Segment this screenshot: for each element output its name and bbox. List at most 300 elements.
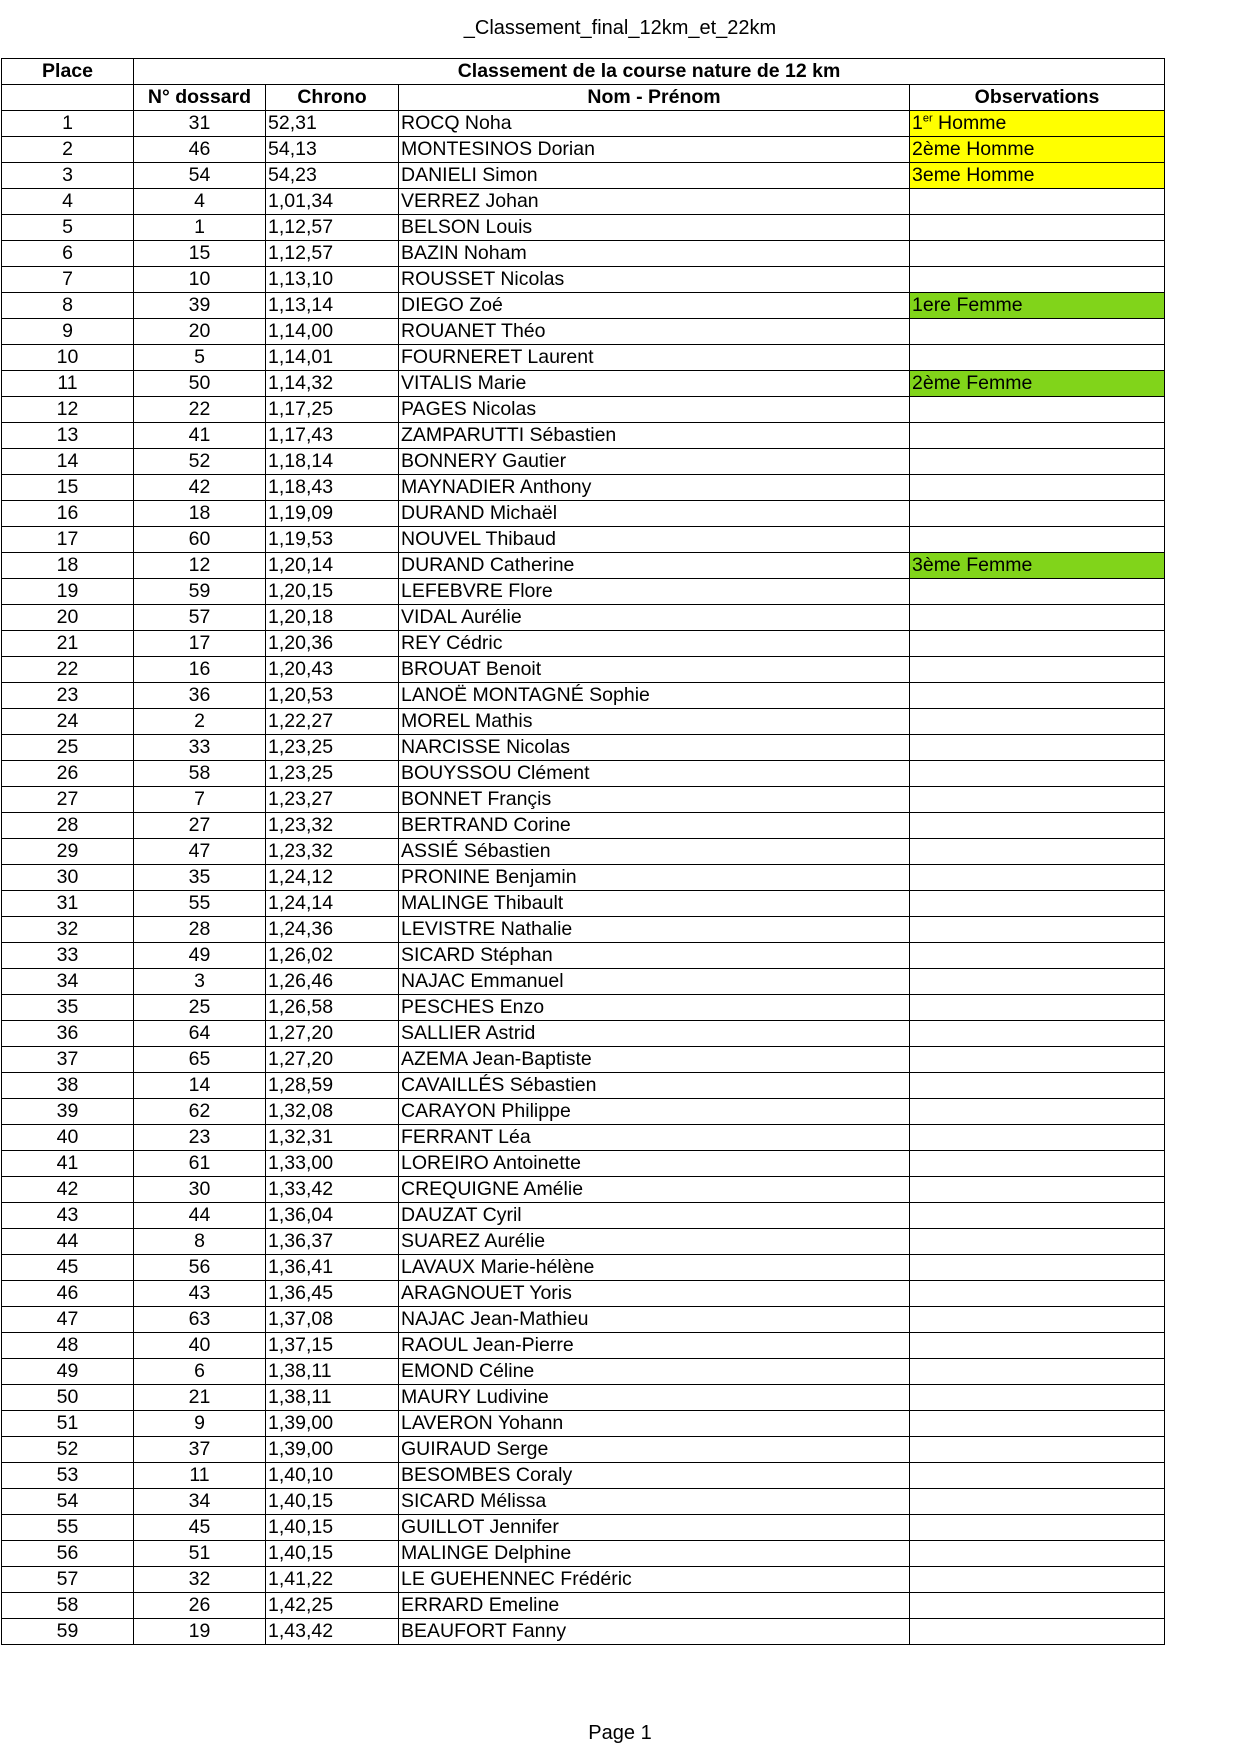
- observation-cell: [910, 1177, 1165, 1203]
- place-cell: 9: [2, 319, 134, 345]
- observation-cell: [910, 1151, 1165, 1177]
- observation-cell: [910, 319, 1165, 345]
- place-cell: 5: [2, 215, 134, 241]
- table-row: [2, 839, 1165, 865]
- table-row: [2, 1229, 1165, 1255]
- chrono-cell: 1,33,42: [266, 1177, 399, 1203]
- place-cell: 13: [2, 423, 134, 449]
- table-row: [2, 1567, 1165, 1593]
- name-cell: MAURY Ludivine: [399, 1385, 910, 1411]
- bib-cell: 25: [134, 995, 266, 1021]
- name-cell: EMOND Céline: [399, 1359, 910, 1385]
- table-row: [2, 1073, 1165, 1099]
- chrono-cell: 1,23,27: [266, 787, 399, 813]
- table-row: [2, 1047, 1165, 1073]
- place-cell: 32: [2, 917, 134, 943]
- bib-cell: 61: [134, 1151, 266, 1177]
- place-cell: 49: [2, 1359, 134, 1385]
- name-cell: BROUAT Benoit: [399, 657, 910, 683]
- table-row: [2, 1593, 1165, 1619]
- observation-cell: [910, 787, 1165, 813]
- chrono-cell: 1,28,59: [266, 1073, 399, 1099]
- observation-cell: 2ème Homme: [910, 137, 1165, 163]
- chrono-cell: 1,14,32: [266, 371, 399, 397]
- bib-cell: 2: [134, 709, 266, 735]
- observation-cell: [910, 1385, 1165, 1411]
- place-cell: 57: [2, 1567, 134, 1593]
- header-race-title: Classement de la course nature de 12 km: [134, 59, 1165, 85]
- page-number: Page 1: [588, 1722, 652, 1744]
- bib-cell: 30: [134, 1177, 266, 1203]
- chrono-cell: 1,40,10: [266, 1463, 399, 1489]
- table-row: [2, 293, 1165, 319]
- header-place: Place: [2, 59, 134, 85]
- name-cell: BONNET Françis: [399, 787, 910, 813]
- table-row: [2, 1619, 1165, 1645]
- place-cell: 23: [2, 683, 134, 709]
- chrono-cell: 1,12,57: [266, 241, 399, 267]
- place-cell: 4: [2, 189, 134, 215]
- table-row: [2, 345, 1165, 371]
- observation-cell: [910, 241, 1165, 267]
- table-row: [2, 1489, 1165, 1515]
- place-cell: 55: [2, 1515, 134, 1541]
- place-cell: 26: [2, 761, 134, 787]
- name-cell: BEAUFORT Fanny: [399, 1619, 910, 1645]
- chrono-cell: 1,01,34: [266, 189, 399, 215]
- place-cell: 33: [2, 943, 134, 969]
- place-cell: 20: [2, 605, 134, 631]
- name-cell: GUIRAUD Serge: [399, 1437, 910, 1463]
- chrono-cell: 52,31: [266, 111, 399, 137]
- chrono-cell: 1,36,37: [266, 1229, 399, 1255]
- observation-cell: [910, 1021, 1165, 1047]
- bib-cell: 47: [134, 839, 266, 865]
- table-row: [2, 605, 1165, 631]
- place-cell: 52: [2, 1437, 134, 1463]
- chrono-cell: 1,17,25: [266, 397, 399, 423]
- name-cell: DIEGO Zoé: [399, 293, 910, 319]
- observation-cell: [910, 501, 1165, 527]
- name-cell: SICARD Mélissa: [399, 1489, 910, 1515]
- observation-cell: [910, 891, 1165, 917]
- name-cell: AZEMA Jean-Baptiste: [399, 1047, 910, 1073]
- table-row: [2, 1151, 1165, 1177]
- table-row: [2, 1099, 1165, 1125]
- name-cell: ROUSSET Nicolas: [399, 267, 910, 293]
- name-cell: LEFEBVRE Flore: [399, 579, 910, 605]
- place-cell: 53: [2, 1463, 134, 1489]
- observation-cell: [910, 605, 1165, 631]
- name-cell: BOUYSSOU Clément: [399, 761, 910, 787]
- table-row: [2, 215, 1165, 241]
- name-cell: MONTESINOS Dorian: [399, 137, 910, 163]
- bib-cell: 9: [134, 1411, 266, 1437]
- observation-cell: 2ème Femme: [910, 371, 1165, 397]
- place-cell: 35: [2, 995, 134, 1021]
- place-cell: 56: [2, 1541, 134, 1567]
- table-row: [2, 943, 1165, 969]
- place-cell: 15: [2, 475, 134, 501]
- observation-cell: [910, 1307, 1165, 1333]
- table-row: [2, 1177, 1165, 1203]
- table-row: [2, 761, 1165, 787]
- observation-cell: 3ème Femme: [910, 553, 1165, 579]
- observation-cell: [910, 995, 1165, 1021]
- bib-cell: 57: [134, 605, 266, 631]
- observation-cell: [910, 969, 1165, 995]
- chrono-cell: 1,13,14: [266, 293, 399, 319]
- chrono-cell: 1,40,15: [266, 1541, 399, 1567]
- observation-cell: [910, 657, 1165, 683]
- chrono-cell: 1,19,09: [266, 501, 399, 527]
- bib-cell: 20: [134, 319, 266, 345]
- bib-cell: 51: [134, 1541, 266, 1567]
- place-cell: 43: [2, 1203, 134, 1229]
- name-cell: LANOË MONTAGNÉ Sophie: [399, 683, 910, 709]
- name-cell: LAVERON Yohann: [399, 1411, 910, 1437]
- bib-cell: 27: [134, 813, 266, 839]
- bib-cell: 23: [134, 1125, 266, 1151]
- name-cell: NOUVEL Thibaud: [399, 527, 910, 553]
- observation-cell: [910, 1411, 1165, 1437]
- table-row: [2, 267, 1165, 293]
- observation-cell: [910, 631, 1165, 657]
- place-cell: 1: [2, 111, 134, 137]
- observation-cell: [910, 839, 1165, 865]
- observation-cell: [910, 1125, 1165, 1151]
- observation-cell: [910, 1593, 1165, 1619]
- chrono-cell: 1,24,36: [266, 917, 399, 943]
- chrono-cell: 1,38,11: [266, 1359, 399, 1385]
- bib-cell: 56: [134, 1255, 266, 1281]
- observation-cell: [910, 527, 1165, 553]
- place-cell: 12: [2, 397, 134, 423]
- name-cell: MALINGE Thibault: [399, 891, 910, 917]
- chrono-cell: 1,20,36: [266, 631, 399, 657]
- place-cell: 21: [2, 631, 134, 657]
- place-cell: 16: [2, 501, 134, 527]
- table-row: [2, 319, 1165, 345]
- observation-cell: [910, 267, 1165, 293]
- chrono-cell: 1,36,45: [266, 1281, 399, 1307]
- table-row: [2, 1021, 1165, 1047]
- observation-cell: [910, 761, 1165, 787]
- bib-cell: 64: [134, 1021, 266, 1047]
- observation-cell: [910, 189, 1165, 215]
- table-row: [2, 995, 1165, 1021]
- chrono-cell: 1,20,15: [266, 579, 399, 605]
- place-cell: 38: [2, 1073, 134, 1099]
- header-bib: N° dossard: [134, 85, 266, 111]
- bib-cell: 55: [134, 891, 266, 917]
- chrono-cell: 1,20,43: [266, 657, 399, 683]
- bib-cell: 33: [134, 735, 266, 761]
- place-cell: 59: [2, 1619, 134, 1645]
- header-row-main: [2, 59, 1165, 85]
- table-row: [2, 163, 1165, 189]
- chrono-cell: 1,23,32: [266, 813, 399, 839]
- results-table: [1, 58, 1165, 1645]
- name-cell: NAJAC Emmanuel: [399, 969, 910, 995]
- observation-cell: [910, 1359, 1165, 1385]
- bib-cell: 60: [134, 527, 266, 553]
- observation-cell: [910, 1489, 1165, 1515]
- name-cell: MAYNADIER Anthony: [399, 475, 910, 501]
- table-row: [2, 813, 1165, 839]
- observation-cell: [910, 449, 1165, 475]
- chrono-cell: 1,24,14: [266, 891, 399, 917]
- name-cell: VITALIS Marie: [399, 371, 910, 397]
- chrono-cell: 1,40,15: [266, 1515, 399, 1541]
- table-row: [2, 501, 1165, 527]
- table-row: [2, 865, 1165, 891]
- bib-cell: 31: [134, 111, 266, 137]
- table-row: [2, 1125, 1165, 1151]
- chrono-cell: 1,39,00: [266, 1411, 399, 1437]
- observation-cell: [910, 345, 1165, 371]
- table-row: [2, 189, 1165, 215]
- place-cell: 28: [2, 813, 134, 839]
- name-cell: ZAMPARUTTI Sébastien: [399, 423, 910, 449]
- name-cell: REY Cédric: [399, 631, 910, 657]
- place-cell: 39: [2, 1099, 134, 1125]
- bib-cell: 34: [134, 1489, 266, 1515]
- place-cell: 40: [2, 1125, 134, 1151]
- bib-cell: 37: [134, 1437, 266, 1463]
- bib-cell: 54: [134, 163, 266, 189]
- table-row: [2, 423, 1165, 449]
- chrono-cell: 1,13,10: [266, 267, 399, 293]
- bib-cell: 7: [134, 787, 266, 813]
- name-cell: BESOMBES Coraly: [399, 1463, 910, 1489]
- table-row: [2, 1255, 1165, 1281]
- bib-cell: 1: [134, 215, 266, 241]
- name-cell: PRONINE Benjamin: [399, 865, 910, 891]
- bib-cell: 40: [134, 1333, 266, 1359]
- observation-cell: [910, 1333, 1165, 1359]
- table-row: [2, 969, 1165, 995]
- results-body: [2, 111, 1165, 1645]
- place-cell: 42: [2, 1177, 134, 1203]
- observation-cell: [910, 1515, 1165, 1541]
- chrono-cell: 1,24,12: [266, 865, 399, 891]
- place-cell: 54: [2, 1489, 134, 1515]
- name-cell: GUILLOT Jennifer: [399, 1515, 910, 1541]
- bib-cell: 63: [134, 1307, 266, 1333]
- name-cell: NAJAC Jean-Mathieu: [399, 1307, 910, 1333]
- place-cell: 31: [2, 891, 134, 917]
- chrono-cell: 1,26,58: [266, 995, 399, 1021]
- observation-cell: 3eme Homme: [910, 163, 1165, 189]
- name-cell: ERRARD Emeline: [399, 1593, 910, 1619]
- bib-cell: 6: [134, 1359, 266, 1385]
- name-cell: DANIELI Simon: [399, 163, 910, 189]
- place-cell: 19: [2, 579, 134, 605]
- chrono-cell: 1,19,53: [266, 527, 399, 553]
- name-cell: BONNERY Gautier: [399, 449, 910, 475]
- table-row: [2, 397, 1165, 423]
- observation-cell: [910, 1437, 1165, 1463]
- place-cell: 7: [2, 267, 134, 293]
- table-row: [2, 449, 1165, 475]
- name-cell: FOURNERET Laurent: [399, 345, 910, 371]
- table-row: [2, 111, 1165, 137]
- table-row: [2, 1385, 1165, 1411]
- header-observations: Observations: [910, 85, 1165, 111]
- name-cell: ROUANET Théo: [399, 319, 910, 345]
- observation-cell: [910, 423, 1165, 449]
- name-cell: BELSON Louis: [399, 215, 910, 241]
- name-cell: SUAREZ Aurélie: [399, 1229, 910, 1255]
- table-row: [2, 683, 1165, 709]
- chrono-cell: 1,23,32: [266, 839, 399, 865]
- bib-cell: 28: [134, 917, 266, 943]
- bib-cell: 8: [134, 1229, 266, 1255]
- table-row: [2, 553, 1165, 579]
- name-cell: MALINGE Delphine: [399, 1541, 910, 1567]
- bib-cell: 15: [134, 241, 266, 267]
- place-cell: 10: [2, 345, 134, 371]
- header-row-columns: [2, 85, 1165, 111]
- bib-cell: 49: [134, 943, 266, 969]
- place-cell: 6: [2, 241, 134, 267]
- table-row: [2, 1541, 1165, 1567]
- observation-cell: [910, 1255, 1165, 1281]
- header-name: Nom - Prénom: [399, 85, 910, 111]
- place-cell: 17: [2, 527, 134, 553]
- place-cell: 48: [2, 1333, 134, 1359]
- bib-cell: 21: [134, 1385, 266, 1411]
- chrono-cell: 1,23,25: [266, 761, 399, 787]
- observation-cell: [910, 215, 1165, 241]
- observation-cell: [910, 1619, 1165, 1645]
- table-row: [2, 891, 1165, 917]
- place-cell: 22: [2, 657, 134, 683]
- name-cell: SALLIER Astrid: [399, 1021, 910, 1047]
- observation-cell: [910, 1463, 1165, 1489]
- place-cell: 34: [2, 969, 134, 995]
- table-row: [2, 137, 1165, 163]
- name-cell: LAVAUX Marie-hélène: [399, 1255, 910, 1281]
- bib-cell: 12: [134, 553, 266, 579]
- name-cell: BERTRAND Corine: [399, 813, 910, 839]
- place-cell: 2: [2, 137, 134, 163]
- place-cell: 50: [2, 1385, 134, 1411]
- name-cell: ARAGNOUET Yoris: [399, 1281, 910, 1307]
- bib-cell: 11: [134, 1463, 266, 1489]
- observation-cell: [910, 579, 1165, 605]
- observation-cell: [910, 735, 1165, 761]
- bib-cell: 52: [134, 449, 266, 475]
- name-cell: MOREL Mathis: [399, 709, 910, 735]
- name-cell: SICARD Stéphan: [399, 943, 910, 969]
- table-row: [2, 1515, 1165, 1541]
- place-cell: 14: [2, 449, 134, 475]
- name-cell: BAZIN Noham: [399, 241, 910, 267]
- place-cell: 45: [2, 1255, 134, 1281]
- table-row: [2, 579, 1165, 605]
- chrono-cell: 1,20,18: [266, 605, 399, 631]
- chrono-cell: 1,22,27: [266, 709, 399, 735]
- observation-cell: [910, 943, 1165, 969]
- name-cell: PAGES Nicolas: [399, 397, 910, 423]
- chrono-cell: 1,26,46: [266, 969, 399, 995]
- bib-cell: 41: [134, 423, 266, 449]
- table-row: [2, 709, 1165, 735]
- name-cell: NARCISSE Nicolas: [399, 735, 910, 761]
- bib-cell: 17: [134, 631, 266, 657]
- observation-cell: [910, 111, 1165, 137]
- observation-cell: [910, 683, 1165, 709]
- chrono-cell: 1,20,53: [266, 683, 399, 709]
- bib-cell: 46: [134, 137, 266, 163]
- name-cell: LOREIRO Antoinette: [399, 1151, 910, 1177]
- bib-cell: 39: [134, 293, 266, 319]
- observation-rank: 1: [912, 112, 923, 134]
- observation-cell: [910, 709, 1165, 735]
- table-row: [2, 1359, 1165, 1385]
- chrono-cell: 1,26,02: [266, 943, 399, 969]
- place-cell: 37: [2, 1047, 134, 1073]
- name-cell: PESCHES Enzo: [399, 995, 910, 1021]
- table-row: [2, 917, 1165, 943]
- table-row: [2, 1437, 1165, 1463]
- chrono-cell: 1,39,00: [266, 1437, 399, 1463]
- chrono-cell: 1,27,20: [266, 1047, 399, 1073]
- chrono-cell: 1,42,25: [266, 1593, 399, 1619]
- place-cell: 36: [2, 1021, 134, 1047]
- chrono-cell: 1,12,57: [266, 215, 399, 241]
- table-row: [2, 735, 1165, 761]
- bib-cell: 18: [134, 501, 266, 527]
- observation-cell: [910, 475, 1165, 501]
- header-chrono: Chrono: [266, 85, 399, 111]
- document-title: _Classement_final_12km_et_22km: [463, 17, 777, 39]
- bib-cell: 35: [134, 865, 266, 891]
- bib-cell: 14: [134, 1073, 266, 1099]
- name-cell: LEVISTRE Nathalie: [399, 917, 910, 943]
- bib-cell: 36: [134, 683, 266, 709]
- chrono-cell: 1,36,41: [266, 1255, 399, 1281]
- bib-cell: 16: [134, 657, 266, 683]
- observation-cell: [910, 1567, 1165, 1593]
- bib-cell: 26: [134, 1593, 266, 1619]
- bib-cell: 44: [134, 1203, 266, 1229]
- chrono-cell: 1,18,14: [266, 449, 399, 475]
- place-cell: 30: [2, 865, 134, 891]
- observation-cell: [910, 1073, 1165, 1099]
- observation-cell: [910, 1281, 1165, 1307]
- name-cell: DURAND Catherine: [399, 553, 910, 579]
- place-cell: 29: [2, 839, 134, 865]
- bib-cell: 65: [134, 1047, 266, 1073]
- bib-cell: 62: [134, 1099, 266, 1125]
- place-cell: 27: [2, 787, 134, 813]
- name-cell: VERREZ Johan: [399, 189, 910, 215]
- observation-cell: [910, 865, 1165, 891]
- place-cell: 47: [2, 1307, 134, 1333]
- bib-cell: 59: [134, 579, 266, 605]
- chrono-cell: 54,13: [266, 137, 399, 163]
- place-cell: 3: [2, 163, 134, 189]
- name-cell: ROCQ Noha: [399, 111, 910, 137]
- observation-ordinal-suffix: er: [922, 112, 933, 125]
- chrono-cell: 1,40,15: [266, 1489, 399, 1515]
- bib-cell: 43: [134, 1281, 266, 1307]
- bib-cell: 4: [134, 189, 266, 215]
- table-row: [2, 1333, 1165, 1359]
